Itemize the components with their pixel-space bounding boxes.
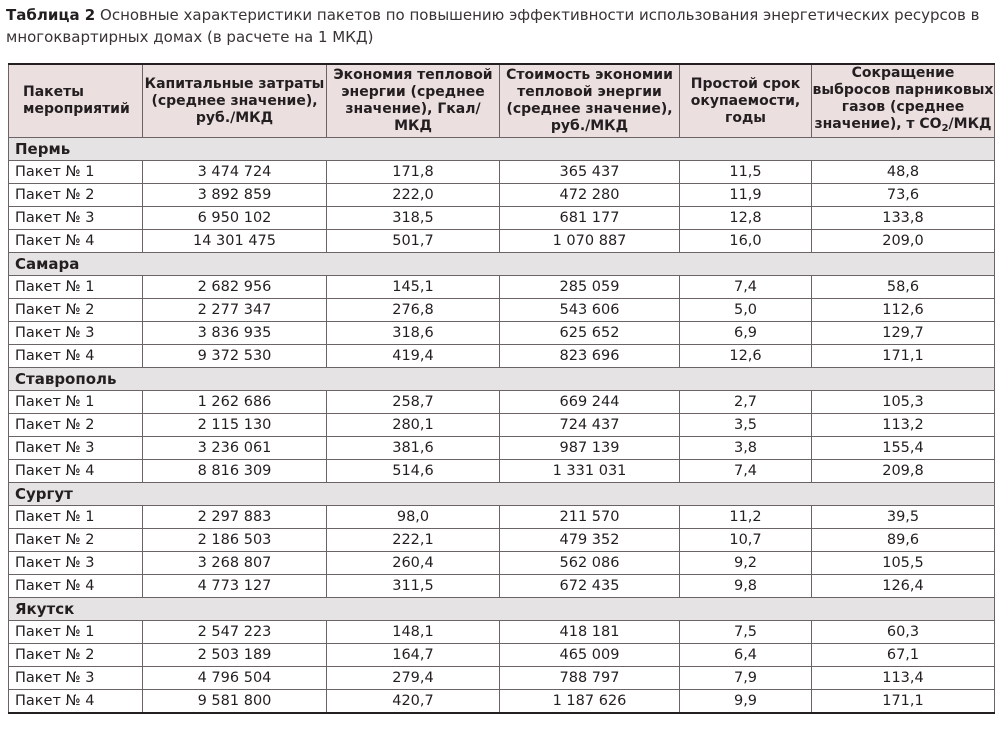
package-name-cell: Пакет № 1 — [9, 276, 143, 299]
table-row — [9, 506, 995, 529]
table-row — [9, 460, 995, 483]
city-name: Сургут — [9, 483, 995, 506]
heat-savings-cell: 98,0 — [327, 506, 500, 529]
heat-savings-cell: 258,7 — [327, 391, 500, 414]
heat-savings-cell: 501,7 — [327, 230, 500, 253]
capital-costs-cell: 2 297 883 — [143, 506, 327, 529]
package-name-cell: Пакет № 4 — [9, 575, 143, 598]
payback-cell: 9,9 — [680, 690, 812, 713]
capital-costs-cell: 8 816 309 — [143, 460, 327, 483]
table-row — [9, 437, 995, 460]
heat-savings-cell: 419,4 — [327, 345, 500, 368]
table-row — [9, 161, 995, 184]
table-body — [9, 138, 995, 713]
savings-cost-cell: 562 086 — [500, 552, 680, 575]
city-group-row — [9, 138, 995, 161]
header-capital-costs: Капитальные затраты (среднее значение), руб./МКД — [143, 64, 327, 138]
package-name-cell: Пакет № 2 — [9, 184, 143, 207]
caption-label: Таблица 2 — [6, 6, 96, 24]
emission-reduction-cell: 133,8 — [812, 207, 995, 230]
heat-savings-cell: 280,1 — [327, 414, 500, 437]
city-name: Самара — [9, 253, 995, 276]
savings-cost-cell: 418 181 — [500, 621, 680, 644]
capital-costs-cell: 3 474 724 — [143, 161, 327, 184]
emission-reduction-cell: 48,8 — [812, 161, 995, 184]
table-row — [9, 345, 995, 368]
emission-reduction-cell: 209,8 — [812, 460, 995, 483]
savings-cost-cell: 987 139 — [500, 437, 680, 460]
header-packages: Пакеты мероприятий — [9, 64, 143, 138]
capital-costs-cell: 4 773 127 — [143, 575, 327, 598]
city-name: Якутск — [9, 598, 995, 621]
payback-cell: 10,7 — [680, 529, 812, 552]
emission-reduction-cell: 209,0 — [812, 230, 995, 253]
payback-cell: 2,7 — [680, 391, 812, 414]
capital-costs-cell: 9 372 530 — [143, 345, 327, 368]
characteristics-table — [8, 63, 995, 714]
emission-reduction-cell: 112,6 — [812, 299, 995, 322]
heat-savings-cell: 279,4 — [327, 667, 500, 690]
capital-costs-cell: 6 950 102 — [143, 207, 327, 230]
payback-cell: 12,6 — [680, 345, 812, 368]
savings-cost-cell: 543 606 — [500, 299, 680, 322]
savings-cost-cell: 211 570 — [500, 506, 680, 529]
table-row — [9, 667, 995, 690]
table-row — [9, 575, 995, 598]
package-name-cell: Пакет № 4 — [9, 345, 143, 368]
savings-cost-cell: 823 696 — [500, 345, 680, 368]
caption-text: Основные характеристики пакетов по повышению эффективности использования энергетических ресурсов в многоквартирных домах (в расчете на 1 МКД) — [6, 6, 980, 46]
package-name-cell: Пакет № 4 — [9, 230, 143, 253]
header-emission-subscript: 2 — [941, 123, 949, 134]
table-row — [9, 391, 995, 414]
capital-costs-cell: 3 236 061 — [143, 437, 327, 460]
emission-reduction-cell: 105,5 — [812, 552, 995, 575]
capital-costs-cell: 1 262 686 — [143, 391, 327, 414]
heat-savings-cell: 381,6 — [327, 437, 500, 460]
heat-savings-cell: 222,0 — [327, 184, 500, 207]
heat-savings-cell: 164,7 — [327, 644, 500, 667]
savings-cost-cell: 1 187 626 — [500, 690, 680, 713]
savings-cost-cell: 1 331 031 — [500, 460, 680, 483]
payback-cell: 6,4 — [680, 644, 812, 667]
emission-reduction-cell: 60,3 — [812, 621, 995, 644]
payback-cell: 7,9 — [680, 667, 812, 690]
payback-cell: 9,2 — [680, 552, 812, 575]
emission-reduction-cell: 39,5 — [812, 506, 995, 529]
savings-cost-cell: 625 652 — [500, 322, 680, 345]
heat-savings-cell: 145,1 — [327, 276, 500, 299]
savings-cost-cell: 724 437 — [500, 414, 680, 437]
savings-cost-cell: 669 244 — [500, 391, 680, 414]
capital-costs-cell: 2 186 503 — [143, 529, 327, 552]
heat-savings-cell: 171,8 — [327, 161, 500, 184]
capital-costs-cell: 2 503 189 — [143, 644, 327, 667]
payback-cell: 7,4 — [680, 276, 812, 299]
savings-cost-cell: 788 797 — [500, 667, 680, 690]
header-row — [9, 64, 995, 138]
table-row — [9, 529, 995, 552]
payback-cell: 12,8 — [680, 207, 812, 230]
capital-costs-cell: 3 268 807 — [143, 552, 327, 575]
package-name-cell: Пакет № 2 — [9, 414, 143, 437]
emission-reduction-cell: 58,6 — [812, 276, 995, 299]
heat-savings-cell: 318,6 — [327, 322, 500, 345]
capital-costs-cell: 14 301 475 — [143, 230, 327, 253]
package-name-cell: Пакет № 3 — [9, 552, 143, 575]
table-row — [9, 552, 995, 575]
emission-reduction-cell: 105,3 — [812, 391, 995, 414]
header-emission-tail: /МКД — [948, 116, 992, 132]
payback-cell: 11,2 — [680, 506, 812, 529]
city-group-row — [9, 483, 995, 506]
heat-savings-cell: 276,8 — [327, 299, 500, 322]
package-name-cell: Пакет № 1 — [9, 621, 143, 644]
table-row — [9, 621, 995, 644]
payback-cell: 3,5 — [680, 414, 812, 437]
emission-reduction-cell: 113,4 — [812, 667, 995, 690]
package-name-cell: Пакет № 1 — [9, 506, 143, 529]
table-row — [9, 207, 995, 230]
table-row — [9, 322, 995, 345]
heat-savings-cell: 311,5 — [327, 575, 500, 598]
heat-savings-cell: 420,7 — [327, 690, 500, 713]
emission-reduction-cell: 171,1 — [812, 345, 995, 368]
payback-cell: 5,0 — [680, 299, 812, 322]
table-row — [9, 230, 995, 253]
header-emission-main: Сокращение выбросов парниковых газов (среднее значение), т СО — [812, 65, 994, 132]
package-name-cell: Пакет № 3 — [9, 667, 143, 690]
header-savings-cost: Стоимость экономии тепловой энергии (среднее значение), руб./МКД — [500, 64, 680, 138]
emission-reduction-cell: 171,1 — [812, 690, 995, 713]
table-row — [9, 299, 995, 322]
capital-costs-cell: 3 892 859 — [143, 184, 327, 207]
capital-costs-cell: 9 581 800 — [143, 690, 327, 713]
savings-cost-cell: 479 352 — [500, 529, 680, 552]
savings-cost-cell: 672 435 — [500, 575, 680, 598]
table-caption — [6, 4, 996, 48]
payback-cell: 16,0 — [680, 230, 812, 253]
savings-cost-cell: 465 009 — [500, 644, 680, 667]
package-name-cell: Пакет № 3 — [9, 207, 143, 230]
table-row — [9, 184, 995, 207]
emission-reduction-cell: 89,6 — [812, 529, 995, 552]
savings-cost-cell: 285 059 — [500, 276, 680, 299]
emission-reduction-cell: 67,1 — [812, 644, 995, 667]
emission-reduction-cell: 113,2 — [812, 414, 995, 437]
heat-savings-cell: 148,1 — [327, 621, 500, 644]
table-row — [9, 414, 995, 437]
emission-reduction-cell: 126,4 — [812, 575, 995, 598]
payback-cell: 11,5 — [680, 161, 812, 184]
capital-costs-cell: 2 115 130 — [143, 414, 327, 437]
emission-reduction-cell: 129,7 — [812, 322, 995, 345]
savings-cost-cell: 365 437 — [500, 161, 680, 184]
payback-cell: 7,4 — [680, 460, 812, 483]
package-name-cell: Пакет № 1 — [9, 391, 143, 414]
savings-cost-cell: 1 070 887 — [500, 230, 680, 253]
package-name-cell: Пакет № 1 — [9, 161, 143, 184]
emission-reduction-cell: 155,4 — [812, 437, 995, 460]
package-name-cell: Пакет № 3 — [9, 437, 143, 460]
capital-costs-cell: 3 836 935 — [143, 322, 327, 345]
table-row — [9, 690, 995, 713]
capital-costs-cell: 2 547 223 — [143, 621, 327, 644]
savings-cost-cell: 681 177 — [500, 207, 680, 230]
table-row — [9, 644, 995, 667]
package-name-cell: Пакет № 3 — [9, 322, 143, 345]
package-name-cell: Пакет № 2 — [9, 299, 143, 322]
header-emission-reduction — [812, 64, 995, 138]
heat-savings-cell: 514,6 — [327, 460, 500, 483]
heat-savings-cell: 318,5 — [327, 207, 500, 230]
emission-reduction-cell: 73,6 — [812, 184, 995, 207]
city-name: Ставрополь — [9, 368, 995, 391]
payback-cell: 6,9 — [680, 322, 812, 345]
header-heat-savings: Экономия тепловой энергии (среднее значение), Гкал/МКД — [327, 64, 500, 138]
payback-cell: 7,5 — [680, 621, 812, 644]
package-name-cell: Пакет № 2 — [9, 529, 143, 552]
heat-savings-cell: 260,4 — [327, 552, 500, 575]
package-name-cell: Пакет № 2 — [9, 644, 143, 667]
savings-cost-cell: 472 280 — [500, 184, 680, 207]
capital-costs-cell: 2 277 347 — [143, 299, 327, 322]
payback-cell: 9,8 — [680, 575, 812, 598]
header-payback: Простой срок окупаемости, годы — [680, 64, 812, 138]
table-row — [9, 276, 995, 299]
city-group-row — [9, 598, 995, 621]
payback-cell: 11,9 — [680, 184, 812, 207]
capital-costs-cell: 4 796 504 — [143, 667, 327, 690]
city-group-row — [9, 368, 995, 391]
package-name-cell: Пакет № 4 — [9, 460, 143, 483]
city-group-row — [9, 253, 995, 276]
capital-costs-cell: 2 682 956 — [143, 276, 327, 299]
heat-savings-cell: 222,1 — [327, 529, 500, 552]
package-name-cell: Пакет № 4 — [9, 690, 143, 713]
city-name: Пермь — [9, 138, 995, 161]
payback-cell: 3,8 — [680, 437, 812, 460]
